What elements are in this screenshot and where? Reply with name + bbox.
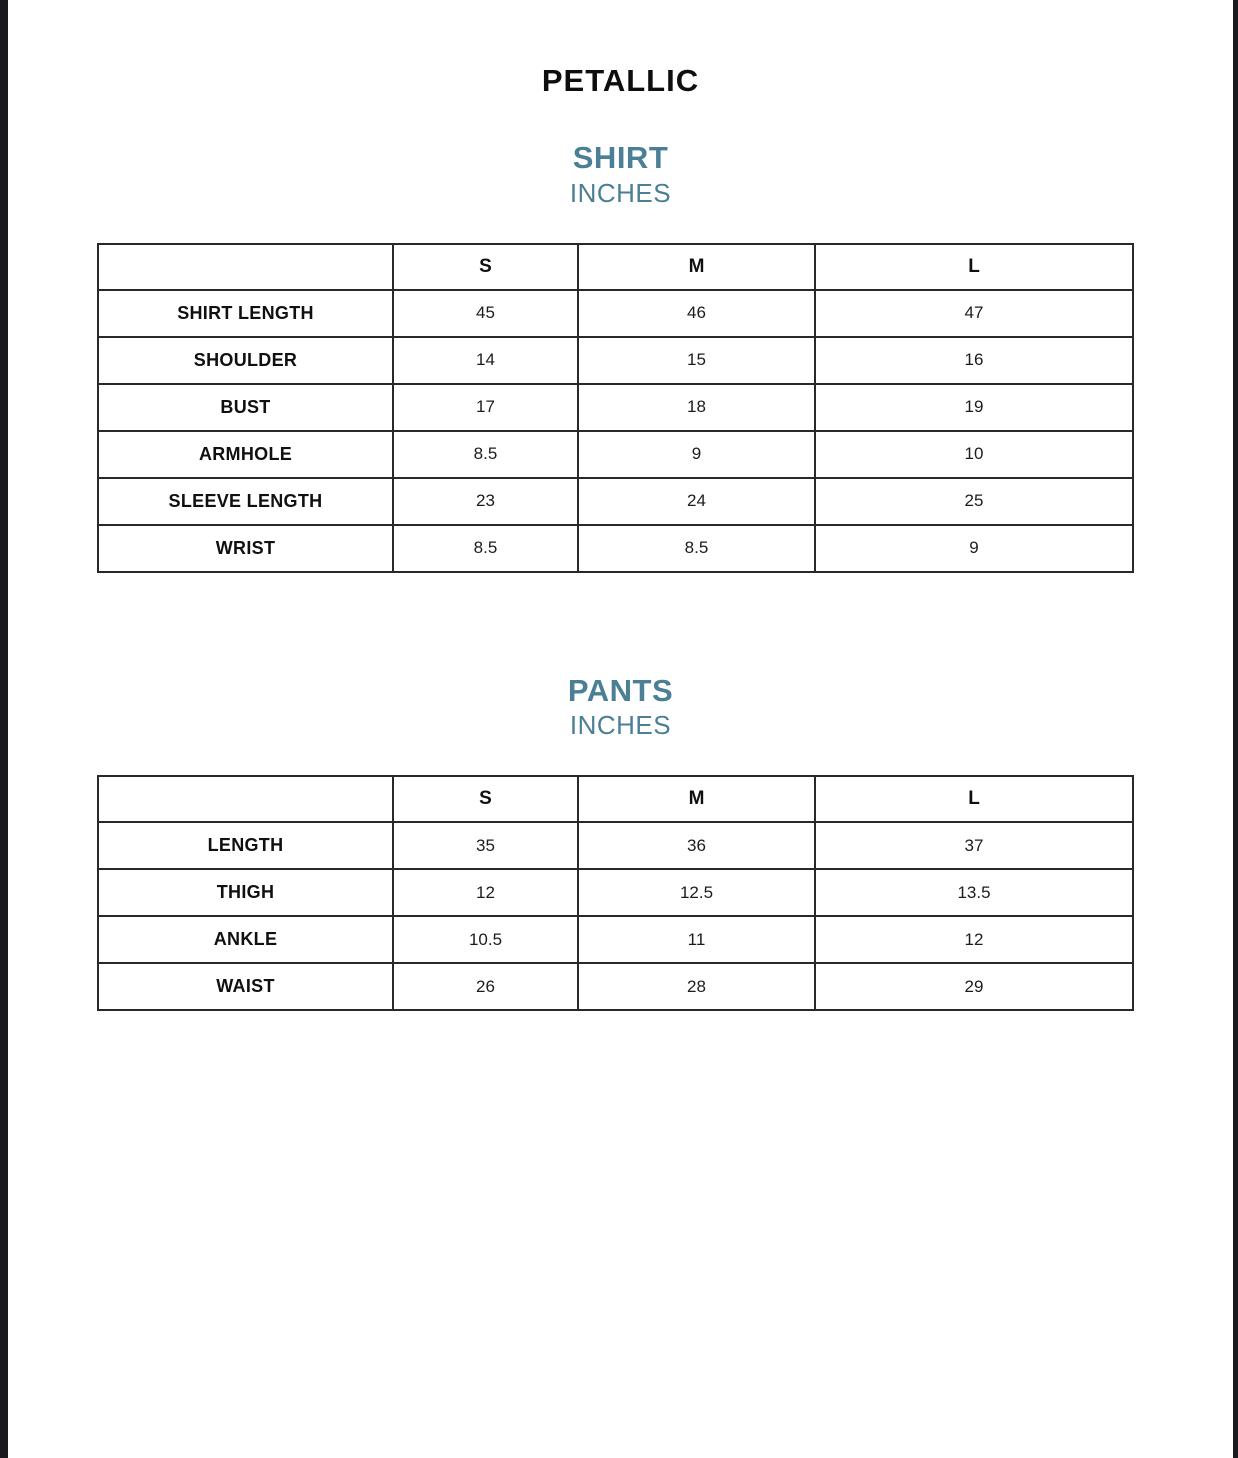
cell-value: 12 bbox=[815, 916, 1133, 963]
shirt-table-body bbox=[98, 290, 1133, 572]
header-row bbox=[98, 244, 1133, 290]
cell-value: 37 bbox=[815, 822, 1133, 869]
cell-value: 13.5 bbox=[815, 869, 1133, 916]
cell-value: 8.5 bbox=[578, 525, 815, 572]
pants-section-subtitle: INCHES bbox=[569, 710, 672, 741]
pants-section-title: PANTS bbox=[567, 672, 674, 708]
shirt-section-subtitle: INCHES bbox=[569, 177, 672, 208]
shirt-size-table bbox=[97, 243, 1134, 573]
table-row bbox=[98, 337, 1133, 384]
row-label: WRIST bbox=[98, 525, 393, 572]
table-row bbox=[98, 916, 1133, 963]
shirt-section bbox=[8, 140, 1233, 573]
column-header: M bbox=[578, 244, 815, 290]
column-header: L bbox=[815, 776, 1133, 822]
column-header bbox=[98, 244, 393, 290]
cell-value: 9 bbox=[815, 525, 1133, 572]
document-title: PETALLIC bbox=[541, 63, 700, 98]
cell-value: 8.5 bbox=[393, 525, 578, 572]
cell-value: 12 bbox=[393, 869, 578, 916]
cell-value: 28 bbox=[578, 963, 815, 1010]
cell-value: 36 bbox=[578, 822, 815, 869]
table-row bbox=[98, 384, 1133, 431]
column-header bbox=[98, 776, 393, 822]
shirt-table-head bbox=[98, 244, 1133, 290]
cell-value: 15 bbox=[578, 337, 815, 384]
table-row bbox=[98, 431, 1133, 478]
row-label: BUST bbox=[98, 384, 393, 431]
table-row bbox=[98, 963, 1133, 1010]
cell-value: 46 bbox=[578, 290, 815, 337]
row-label: ARMHOLE bbox=[98, 431, 393, 478]
cell-value: 16 bbox=[815, 337, 1133, 384]
pants-size-table bbox=[97, 775, 1134, 1011]
cell-value: 10.5 bbox=[393, 916, 578, 963]
table-row bbox=[98, 525, 1133, 572]
row-label: SLEEVE LENGTH bbox=[98, 478, 393, 525]
cell-value: 10 bbox=[815, 431, 1133, 478]
row-label: ANKLE bbox=[98, 916, 393, 963]
cell-value: 45 bbox=[393, 290, 578, 337]
cell-value: 11 bbox=[578, 916, 815, 963]
pants-section bbox=[8, 673, 1233, 1012]
cell-value: 18 bbox=[578, 384, 815, 431]
cell-value: 12.5 bbox=[578, 869, 815, 916]
cell-value: 26 bbox=[393, 963, 578, 1010]
document-page bbox=[8, 0, 1233, 1458]
cell-value: 9 bbox=[578, 431, 815, 478]
cell-value: 24 bbox=[578, 478, 815, 525]
pants-table-body bbox=[98, 822, 1133, 1010]
row-label: SHOULDER bbox=[98, 337, 393, 384]
header-row bbox=[98, 776, 1133, 822]
table-row bbox=[98, 478, 1133, 525]
cell-value: 29 bbox=[815, 963, 1133, 1010]
column-header: L bbox=[815, 244, 1133, 290]
cell-value: 19 bbox=[815, 384, 1133, 431]
cell-value: 8.5 bbox=[393, 431, 578, 478]
table-row bbox=[98, 290, 1133, 337]
column-header: M bbox=[578, 776, 815, 822]
row-label: WAIST bbox=[98, 963, 393, 1010]
cell-value: 14 bbox=[393, 337, 578, 384]
cell-value: 25 bbox=[815, 478, 1133, 525]
cell-value: 23 bbox=[393, 478, 578, 525]
row-label: THIGH bbox=[98, 869, 393, 916]
cell-value: 35 bbox=[393, 822, 578, 869]
column-header: S bbox=[393, 244, 578, 290]
row-label: SHIRT LENGTH bbox=[98, 290, 393, 337]
column-header: S bbox=[393, 776, 578, 822]
shirt-section-title: SHIRT bbox=[572, 140, 669, 176]
cell-value: 17 bbox=[393, 384, 578, 431]
table-row bbox=[98, 869, 1133, 916]
pants-table-head bbox=[98, 776, 1133, 822]
row-label: LENGTH bbox=[98, 822, 393, 869]
table-row bbox=[98, 822, 1133, 869]
cell-value: 47 bbox=[815, 290, 1133, 337]
